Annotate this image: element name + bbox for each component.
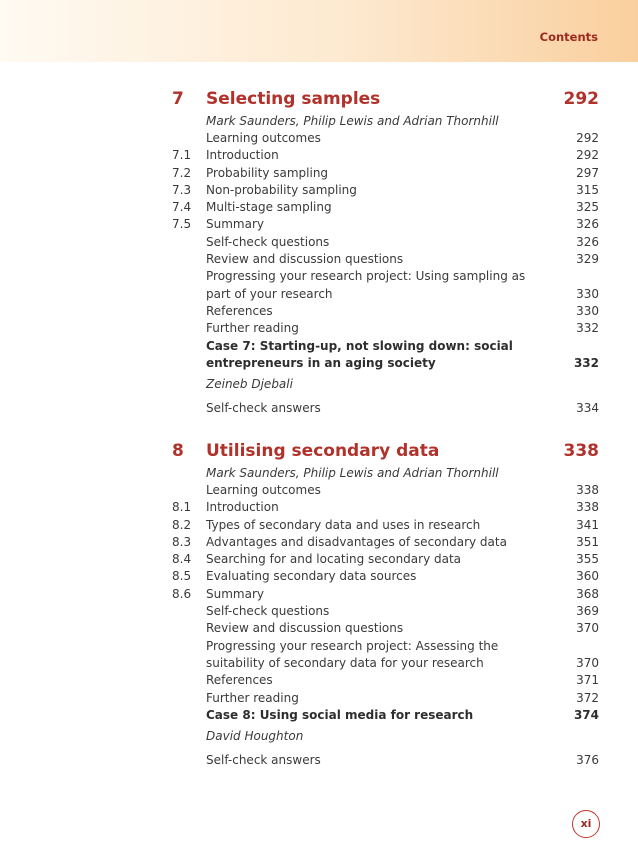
entry-page: 360 (576, 569, 599, 584)
chapter-page: 292 (563, 89, 599, 109)
entry-title: Progressing your research project: Using sampling as part of your research (206, 269, 526, 301)
toc-entry[interactable] (172, 638, 599, 673)
toc-entry[interactable] (172, 482, 599, 499)
case-author: David Houghton (206, 729, 304, 744)
entry-title: Non-probability sampling (206, 182, 357, 197)
entry-title: Summary (206, 217, 264, 232)
entry-title: Probability sampling (206, 165, 329, 180)
entry-page: 368 (576, 586, 599, 601)
toc-entry[interactable] (172, 620, 599, 637)
toc-entry[interactable] (172, 303, 599, 320)
entry-title: References (206, 673, 273, 688)
chapter-authors: Mark Saunders, Philip Lewis and Adrian Thornhill (206, 114, 499, 128)
entry-title: References (206, 303, 273, 318)
toc-entry[interactable] (172, 320, 599, 337)
entry-number: 7.3 (172, 182, 192, 197)
self-check-answers-entry[interactable] (172, 400, 599, 417)
case-study-entry[interactable] (172, 707, 599, 724)
entry-page: 334 (576, 401, 599, 416)
entry-page: 372 (576, 690, 599, 705)
entry-title: Review and discussion questions (206, 252, 404, 267)
entry-page: 341 (576, 517, 599, 532)
entry-number: 7.2 (172, 165, 192, 180)
toc-entry[interactable] (172, 551, 599, 568)
self-check-answers-entry[interactable] (172, 752, 599, 769)
page-number-badge: xi (572, 810, 600, 838)
entry-page: 325 (576, 200, 599, 215)
entry-page: 370 (576, 655, 599, 670)
toc-entry[interactable] (172, 199, 599, 216)
entry-title: Evaluating secondary data sources (206, 569, 417, 584)
toc-entry[interactable] (172, 234, 599, 251)
entry-page: 355 (576, 552, 599, 567)
entry-number: 8.3 (172, 534, 192, 549)
toc-entry[interactable] (172, 182, 599, 199)
case-page: 374 (573, 707, 599, 722)
entry-title: Introduction (206, 148, 279, 163)
page-header (0, 0, 638, 62)
entry-page: 315 (576, 182, 599, 197)
case-page: 332 (573, 355, 599, 370)
chapter-authors: Mark Saunders, Philip Lewis and Adrian Thornhill (206, 466, 499, 480)
toc-entry[interactable] (172, 499, 599, 516)
entry-page: 330 (576, 303, 599, 318)
chapter-page: 338 (563, 441, 599, 461)
toc-entry[interactable] (172, 603, 599, 620)
chapter-number: 8 (172, 441, 184, 461)
toc-entry[interactable] (172, 517, 599, 534)
entry-title: Further reading (206, 690, 299, 705)
case-title: Case 7: Starting-up, not slowing down: social entrepreneurs in an aging society (206, 338, 513, 370)
chapter-number: 7 (172, 89, 184, 109)
entry-page: 292 (576, 148, 599, 163)
entry-title: Learning outcomes (206, 131, 321, 145)
entry-title: Summary (206, 586, 264, 601)
toc-entry[interactable] (172, 165, 599, 182)
toc-entry[interactable] (172, 586, 599, 603)
entry-number: 7.1 (172, 148, 192, 163)
entry-title: Self-check answers (206, 753, 321, 768)
entry-number: 8.6 (172, 586, 192, 601)
toc-entry[interactable] (172, 130, 599, 147)
case-study-entry[interactable] (172, 338, 599, 373)
toc-entry[interactable] (172, 147, 599, 164)
chapter-8 (172, 441, 599, 769)
entry-title: Progressing your research project: Assessing the suitability of secondary data for your research (206, 638, 499, 670)
entry-page: 338 (576, 500, 599, 515)
toc-entry[interactable] (172, 268, 599, 303)
chapter-7 (172, 89, 599, 417)
chapter-title[interactable]: Selecting samples (206, 89, 381, 109)
entry-number: 8.4 (172, 552, 192, 567)
entry-title: Types of secondary data and uses in research (206, 517, 481, 532)
entry-page: 326 (576, 217, 599, 232)
header-title: Contents (539, 30, 598, 44)
entry-page: 292 (576, 131, 599, 145)
entry-title: Self-check questions (206, 604, 330, 619)
case-author: Zeineb Djebali (206, 377, 293, 392)
entry-title: Advantages and disadvantages of secondary data (206, 534, 507, 549)
chapter-heading (172, 89, 599, 113)
entry-page: 371 (576, 673, 599, 688)
entry-page: 297 (576, 165, 599, 180)
entry-title: Further reading (206, 321, 299, 336)
entry-number: 8.1 (172, 500, 192, 515)
entry-page: 370 (576, 621, 599, 636)
entry-title: Self-check answers (206, 401, 321, 416)
toc-entry[interactable] (172, 690, 599, 707)
toc-entry[interactable] (172, 216, 599, 233)
entry-page: 376 (576, 753, 599, 768)
entry-page: 351 (576, 534, 599, 549)
entry-page: 332 (576, 321, 599, 336)
chapter-title[interactable]: Utilising secondary data (206, 441, 440, 461)
toc-entry[interactable] (172, 672, 599, 689)
entry-title: Review and discussion questions (206, 621, 404, 636)
entry-page: 329 (576, 252, 599, 267)
entry-title: Searching for and locating secondary data (206, 552, 462, 567)
entry-number: 7.4 (172, 200, 192, 215)
entry-number: 7.5 (172, 217, 192, 232)
entry-number: 8.2 (172, 517, 192, 532)
toc-entry[interactable] (172, 534, 599, 551)
entry-title: Multi-stage sampling (206, 200, 332, 215)
toc-entry[interactable] (172, 568, 599, 585)
entry-page: 326 (576, 234, 599, 249)
entry-title: Self-check questions (206, 234, 330, 249)
entry-number: 8.5 (172, 569, 192, 584)
chapter-heading (172, 441, 599, 465)
entry-page: 330 (576, 286, 599, 301)
entry-title: Introduction (206, 500, 279, 515)
toc-entry[interactable] (172, 251, 599, 268)
entry-title: Learning outcomes (206, 483, 321, 497)
entry-page: 369 (576, 604, 599, 619)
entry-page: 338 (576, 483, 599, 497)
case-title: Case 8: Using social media for research (206, 707, 474, 722)
